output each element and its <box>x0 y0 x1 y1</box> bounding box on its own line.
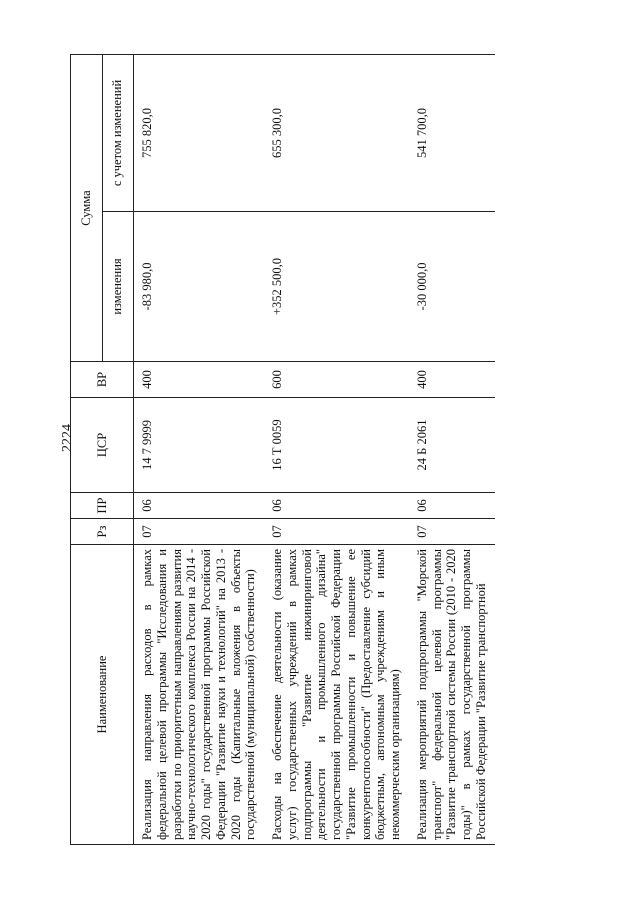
row-name: Реализация направления расходов в рамках федеральной целевой программы "Исследования и разработки по приоритетным направлениям развития научно-технологического комплекса России на 2014 - 2020 годы" государственной программы Российской Федерации "Развитие науки и технологий" на 2013 - 2020 годы (Капитальные вложения в объекты государственной (муниципальной) собственности) <box>134 545 265 845</box>
page-number: 2224 <box>60 424 75 452</box>
table-row <box>264 55 409 845</box>
row-change: -83 980,0 <box>134 212 265 362</box>
table-row <box>409 55 495 845</box>
row-pr: 06 <box>409 493 495 519</box>
row-rz: 07 <box>134 519 265 545</box>
header-sum: Сумма <box>71 55 103 362</box>
header-csr: ЦСР <box>71 398 134 493</box>
header-changes: изменения <box>102 212 134 362</box>
row-csr: 24 Б 2061 <box>409 398 495 493</box>
budget-table-container <box>70 55 610 845</box>
row-csr: 16 Т 0059 <box>264 398 409 493</box>
row-total: 755 820,0 <box>134 55 265 212</box>
row-name: Расходы на обеспечение деятельности (оказание услуг) государственных учреждений в рамках подпрограммы "Развитие инжиниринговой деятельности и промышленного дизайна" государственной программы Российской Федерации "Развитие промышленности и повышение ее конкурентоспособности" (Предоставление субсидий бюджетным, автономным учреждениям и иным некоммерческим организациям) <box>264 545 409 845</box>
row-rz: 07 <box>264 519 409 545</box>
row-vr: 600 <box>264 362 409 398</box>
header-rz: Рз <box>71 519 134 545</box>
row-change: -30 000,0 <box>409 212 495 362</box>
row-vr: 400 <box>134 362 265 398</box>
header-name: Наименование <box>71 545 134 845</box>
row-pr: 06 <box>134 493 265 519</box>
row-total: 655 300,0 <box>264 55 409 212</box>
table-row <box>134 55 265 845</box>
row-vr: 400 <box>409 362 495 398</box>
row-rz: 07 <box>409 519 495 545</box>
row-change: +352 500,0 <box>264 212 409 362</box>
row-pr: 06 <box>264 493 409 519</box>
header-vr: ВР <box>71 362 134 398</box>
header-pr: ПР <box>71 493 134 519</box>
row-total: 541 700,0 <box>409 55 495 212</box>
row-name: Реализация мероприятий подпрограммы "Морской транспорт" федеральной целевой программы "Развитие транспортной системы России (2010 - 2020 годы)" в рамках государственной программы Российской Федерации "Развитие транспортной <box>409 545 495 845</box>
row-csr: 14 7 9999 <box>134 398 265 493</box>
table-header-row <box>71 55 103 845</box>
header-with-changes: с учетом изменений <box>102 55 134 212</box>
budget-table <box>70 54 495 845</box>
